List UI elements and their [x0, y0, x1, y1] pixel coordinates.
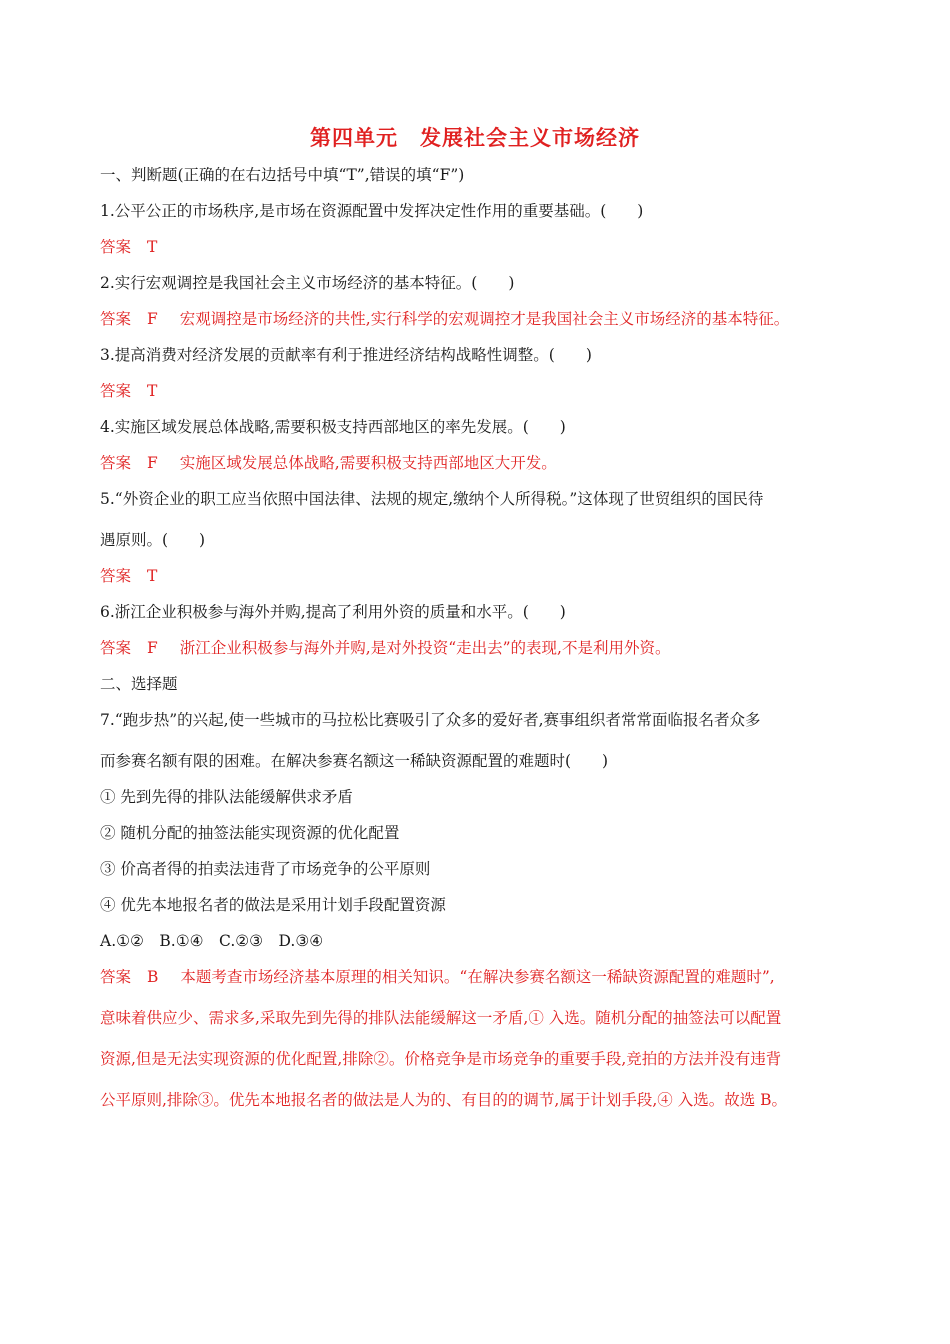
answer-2: [100, 307, 789, 329]
answer-label: 答案: [100, 639, 132, 657]
answer-explanation: 本题考查市场经济基本原理的相关知识。“在解决参赛名额这一稀缺资源配置的难题时”,: [180, 968, 775, 986]
answer-1: [100, 235, 179, 257]
answer-label: 答案: [100, 567, 132, 585]
answer-value: B: [147, 968, 159, 986]
answer-label: 答案: [100, 238, 132, 256]
answer-explanation: 宏观调控是市场经济的共性,实行科学的宏观调控才是我国社会主义市场经济的基本特征。: [179, 310, 790, 328]
choices: A.①② B.①④ C.②③ D.③④: [100, 932, 324, 950]
answer-value: T: [147, 238, 158, 256]
page-title: 第四单元 发展社会主义市场经济: [310, 126, 640, 150]
answer-label: 答案: [100, 310, 132, 328]
answer-explanation: 实施区域发展总体战略,需要积极支持西部地区大开发。: [179, 454, 557, 472]
answer-label: 答案: [100, 968, 132, 986]
question-6: 6.浙江企业积极参与海外并购,提高了利用外资的质量和水平。( ): [100, 603, 566, 621]
question-7-line-2: 而参赛名额有限的困难。在解决参赛名额这一稀缺资源配置的难题时( ): [100, 752, 609, 770]
question-1: 1.公平公正的市场秩序,是市场在资源配置中发挥决定性作用的重要基础。( ): [100, 202, 644, 220]
option-2: ② 随机分配的抽签法能实现资源的优化配置: [100, 824, 400, 842]
option-4: ④ 优先本地报名者的做法是采用计划手段配置资源: [100, 896, 446, 914]
answer-7-line-2: 意味着供应少、需求多,采取先到先得的排队法能缓解这一矛盾,① 入选。随机分配的抽签法可以配置: [100, 1009, 782, 1027]
answer-value: T: [147, 382, 158, 400]
answer-label: 答案: [100, 454, 132, 472]
question-2: 2.实行宏观调控是我国社会主义市场经济的基本特征。( ): [100, 274, 515, 292]
question-7-line-1: 7.“跑步热”的兴起,使一些城市的马拉松比赛吸引了众多的爱好者,赛事组织者常常面临报名者众多: [100, 711, 761, 729]
answer-4: [100, 451, 557, 473]
answer-explanation: 浙江企业积极参与海外并购,是对外投资“走出去”的表现,不是利用外资。: [179, 639, 671, 657]
answer-5: [100, 564, 179, 586]
answer-value: F: [147, 639, 158, 657]
section-heading-judgement: 一、判断题(正确的在右边括号中填“T”,错误的填“F”): [100, 166, 465, 184]
option-1: ① 先到先得的排队法能缓解供求矛盾: [100, 788, 353, 806]
question-5-line-2: 遇原则。( ): [100, 531, 206, 549]
option-3: ③ 价高者得的拍卖法违背了市场竞争的公平原则: [100, 860, 431, 878]
question-3: 3.提高消费对经济发展的贡献率有利于推进经济结构战略性调整。( ): [100, 346, 592, 364]
answer-value: F: [147, 454, 158, 472]
question-4: 4.实施区域发展总体战略,需要积极支持西部地区的率先发展。( ): [100, 418, 566, 436]
answer-6: [100, 636, 671, 658]
answer-7-line-4: 公平原则,排除③。优先本地报名者的做法是人为的、有目的的调节,属于计划手段,④ 入选。故选 B。: [100, 1091, 788, 1109]
answer-label: 答案: [100, 382, 132, 400]
answer-7-line-1: [100, 965, 775, 987]
section-heading-choice: 二、选择题: [100, 675, 178, 693]
answer-3: [100, 379, 179, 401]
answer-7-line-3: 资源,但是无法实现资源的优化配置,排除②。价格竞争是市场竞争的重要手段,竞拍的方法并没有违背: [100, 1050, 782, 1068]
answer-value: T: [147, 567, 158, 585]
answer-value: F: [147, 310, 158, 328]
question-5-line-1: 5.“外资企业的职工应当依照中国法律、法规的规定,缴纳个人所得税。”这体现了世贸组织的国民待: [100, 490, 764, 508]
